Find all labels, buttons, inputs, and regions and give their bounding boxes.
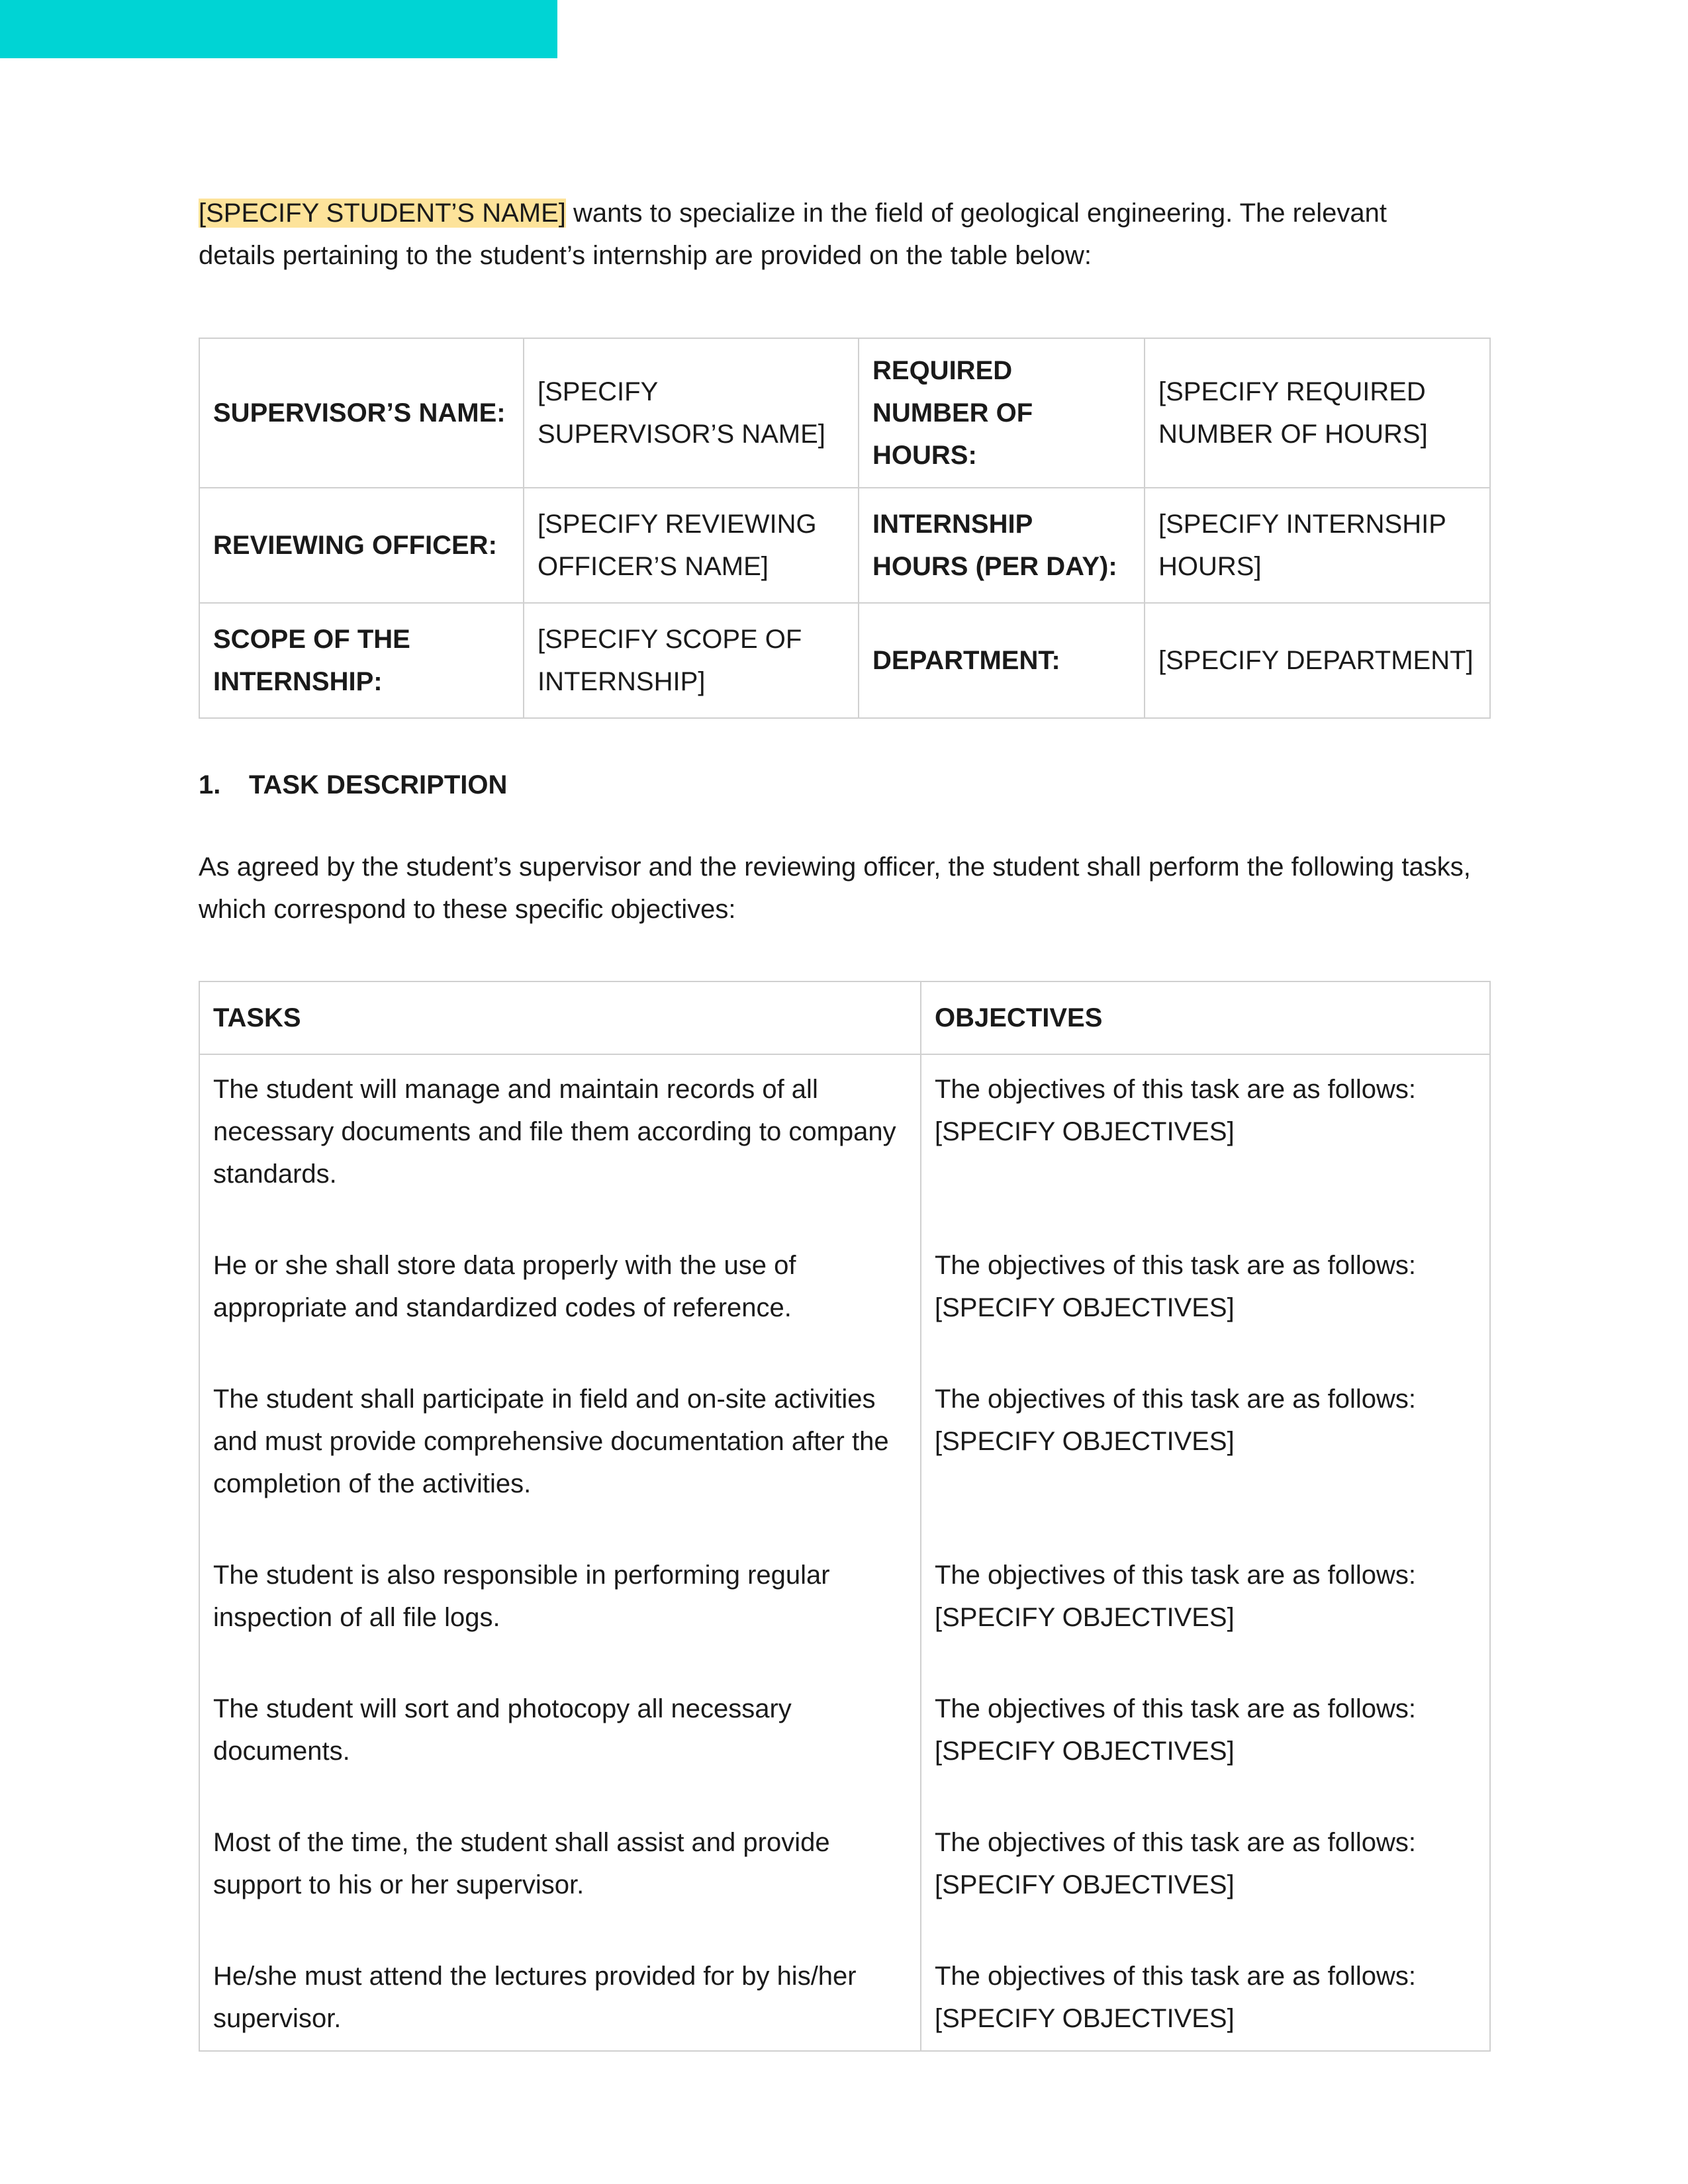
objective-placeholder[interactable]: [SPECIFY OBJECTIVES]	[935, 1117, 1235, 1146]
table-row	[199, 488, 1490, 603]
objective-placeholder[interactable]: [SPECIFY OBJECTIVES]	[935, 1603, 1235, 1632]
required-hours-label: REQUIRED NUMBER OF HOURS:	[859, 338, 1145, 488]
intro-text-line1: wants to specialize in the field of geological engineering. The relevant	[565, 199, 1387, 228]
objective-placeholder[interactable]: [SPECIFY OBJECTIVES]	[935, 2004, 1235, 2033]
tasks-objectives-table	[199, 981, 1491, 2052]
objective-text: The objectives of this task are as follows:	[935, 1561, 1416, 1590]
scope-label: SCOPE OF THE INTERNSHIP:	[199, 603, 524, 718]
required-hours-value[interactable]: [SPECIFY REQUIRED NUMBER OF HOURS]	[1145, 338, 1490, 488]
tasks-column-header: TASKS	[199, 981, 921, 1054]
table-row	[199, 1371, 1490, 1547]
student-name-placeholder[interactable]: [SPECIFY STUDENT’S NAME]	[199, 199, 566, 228]
supervisor-name-label: SUPERVISOR’S NAME:	[199, 338, 524, 488]
objective-placeholder[interactable]: [SPECIFY OBJECTIVES]	[935, 1737, 1235, 1766]
table-row	[199, 1547, 1490, 1681]
table-row	[199, 603, 1490, 718]
objective-text: The objectives of this task are as follows:	[935, 1075, 1416, 1104]
task-cell: The student is also responsible in performing regular inspection of all file logs.	[199, 1547, 921, 1681]
task-cell: He/she must attend the lectures provided for by his/her supervisor.	[199, 1948, 921, 2051]
task-cell: The student will manage and maintain records of all necessary documents and file them according to company standards.	[199, 1054, 921, 1238]
section-title: TASK DESCRIPTION	[249, 770, 508, 799]
task-cell: Most of the time, the student shall assist and provide support to his or her supervisor.	[199, 1815, 921, 1948]
table-row	[199, 1238, 1490, 1371]
objective-cell	[921, 1815, 1490, 1948]
table-row	[199, 1054, 1490, 1238]
reviewing-officer-label: REVIEWING OFFICER:	[199, 488, 524, 603]
supervisor-name-value[interactable]: [SPECIFY SUPERVISOR’S NAME]	[524, 338, 859, 488]
objective-placeholder[interactable]: [SPECIFY OBJECTIVES]	[935, 1427, 1235, 1456]
objective-placeholder[interactable]: [SPECIFY OBJECTIVES]	[935, 1870, 1235, 1899]
table-row	[199, 1948, 1490, 2051]
reviewing-officer-value[interactable]: [SPECIFY REVIEWING OFFICER’S NAME]	[524, 488, 859, 603]
department-label: DEPARTMENT:	[859, 603, 1145, 718]
table-header-row	[199, 981, 1490, 1054]
objective-text: The objectives of this task are as follows:	[935, 1385, 1416, 1414]
table-row	[199, 1681, 1490, 1815]
objective-cell	[921, 1054, 1490, 1238]
objective-placeholder[interactable]: [SPECIFY OBJECTIVES]	[935, 1293, 1235, 1322]
table-row	[199, 338, 1490, 488]
objective-cell	[921, 1238, 1490, 1371]
section-number: 1.	[199, 770, 221, 799]
internship-details-table	[199, 338, 1491, 719]
task-cell: The student shall participate in field and on-site activities and must provide comprehensive documentation after the completion of the activities.	[199, 1371, 921, 1547]
objective-text: The objectives of this task are as follows:	[935, 1694, 1416, 1723]
task-cell: The student will sort and photocopy all necessary documents.	[199, 1681, 921, 1815]
objective-cell	[921, 1371, 1490, 1547]
department-value[interactable]: [SPECIFY DEPARTMENT]	[1145, 603, 1490, 718]
task-intro-paragraph: As agreed by the student’s supervisor and the reviewing officer, the student shall perform the following tasks, which correspond to these specific objectives:	[199, 852, 1471, 924]
intro-paragraph	[199, 192, 1489, 277]
objective-cell	[921, 1948, 1490, 2051]
objective-text: The objectives of this task are as follows:	[935, 1251, 1416, 1280]
task-cell: He or she shall store data properly with the use of appropriate and standardized codes of reference.	[199, 1238, 921, 1371]
objective-text: The objectives of this task are as follows:	[935, 1828, 1416, 1857]
section-heading-task-description	[199, 764, 1489, 806]
objectives-column-header: OBJECTIVES	[921, 981, 1490, 1054]
objective-cell	[921, 1547, 1490, 1681]
document-body	[199, 192, 1489, 2052]
scope-value[interactable]: [SPECIFY SCOPE OF INTERNSHIP]	[524, 603, 859, 718]
internship-hours-label: INTERNSHIP HOURS (PER DAY):	[859, 488, 1145, 603]
table-row	[199, 1815, 1490, 1948]
header-accent-bar	[0, 0, 557, 58]
internship-hours-value[interactable]: [SPECIFY INTERNSHIP HOURS]	[1145, 488, 1490, 603]
objective-cell	[921, 1681, 1490, 1815]
objective-text: The objectives of this task are as follows:	[935, 1962, 1416, 1991]
intro-text-line2: details pertaining to the student’s internship are provided on the table below:	[199, 241, 1092, 270]
